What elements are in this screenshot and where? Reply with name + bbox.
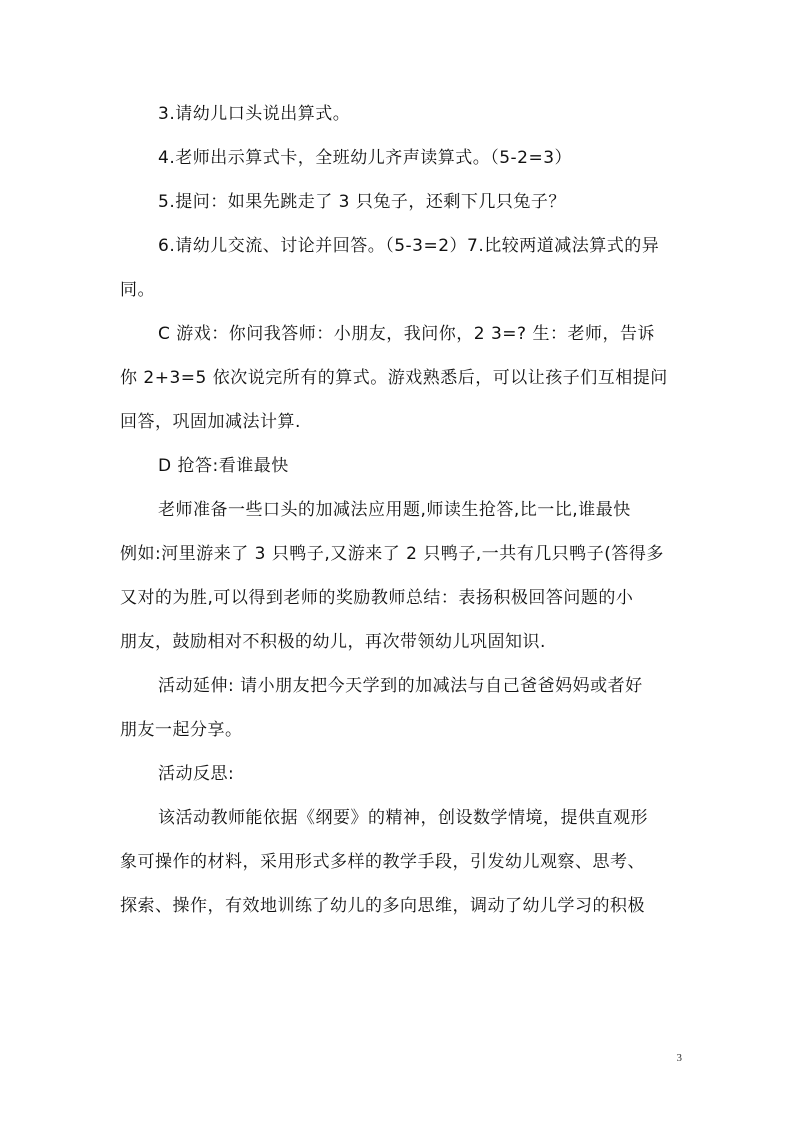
text-line: 探索、操作，有效地训练了幼儿的多向思维，调动了幼儿学习的积极 — [120, 896, 645, 916]
text-line: 同。 — [120, 280, 155, 300]
paragraph-step-6-7 — [120, 224, 676, 312]
text-line: 活动延伸: 请小朋友把今天学到的加减法与自己爸爸妈妈或者好 — [158, 676, 643, 696]
text-line: 5.提问：如果先跳走了 3 只兔子，还剩下几只兔子？ — [158, 192, 566, 212]
page-number: 3 — [676, 1052, 682, 1064]
text-line: 4.老师出示算式卡，全班幼儿齐声读算式。（5-2=3） — [158, 148, 573, 168]
text-line: 该活动教师能依据《纲要》的精神，创设数学情境，提供直观形 — [158, 808, 648, 828]
paragraph-reflection-body — [120, 796, 676, 928]
text-line: 回答，巩固加减法计算. — [120, 412, 301, 432]
text-line: 朋友一起分享。 — [120, 720, 243, 740]
paragraph-quiz-d-body — [120, 488, 676, 664]
text-line: 活动反思: — [158, 764, 235, 784]
text-line: 朋友，鼓励相对不积极的幼儿，再次带领幼儿巩固知识. — [120, 632, 546, 652]
paragraph-activity-extension — [120, 664, 676, 752]
text-line: 6.请幼儿交流、讨论并回答。（5-3=2）7.比较两道减法算式的异 — [158, 236, 660, 256]
paragraph-reflection-heading — [120, 752, 676, 796]
text-line: D 抢答:看谁最快 — [158, 456, 289, 476]
text-line: C 游戏：你问我答师：小朋友，我问你，2 3=? 生：老师，告诉 — [158, 324, 655, 344]
paragraph-game-c — [120, 312, 676, 444]
paragraph-quiz-d-heading — [120, 444, 676, 488]
text-line: 象可操作的材料，采用形式多样的教学手段，引发幼儿观察、思考、 — [120, 852, 645, 872]
text-line: 老师准备一些口头的加减法应用题,师读生抢答,比一比,谁最快 — [158, 500, 631, 520]
paragraph-step-3 — [120, 92, 676, 136]
text-line: 3.请幼儿口头说出算式。 — [158, 104, 351, 124]
paragraph-step-4 — [120, 136, 676, 180]
text-line: 又对的为胜,可以得到老师的奖励教师总结：表扬积极回答问题的小 — [120, 588, 634, 608]
text-line: 例如:河里游来了 3 只鸭子,又游来了 2 只鸭子,一共有几只鸭子(答得多 — [120, 544, 664, 564]
text-line: 你 2+3=5 依次说完所有的算式。游戏熟悉后，可以让孩子们互相提问 — [120, 368, 668, 388]
paragraph-step-5 — [120, 180, 676, 224]
document-body — [120, 92, 676, 928]
